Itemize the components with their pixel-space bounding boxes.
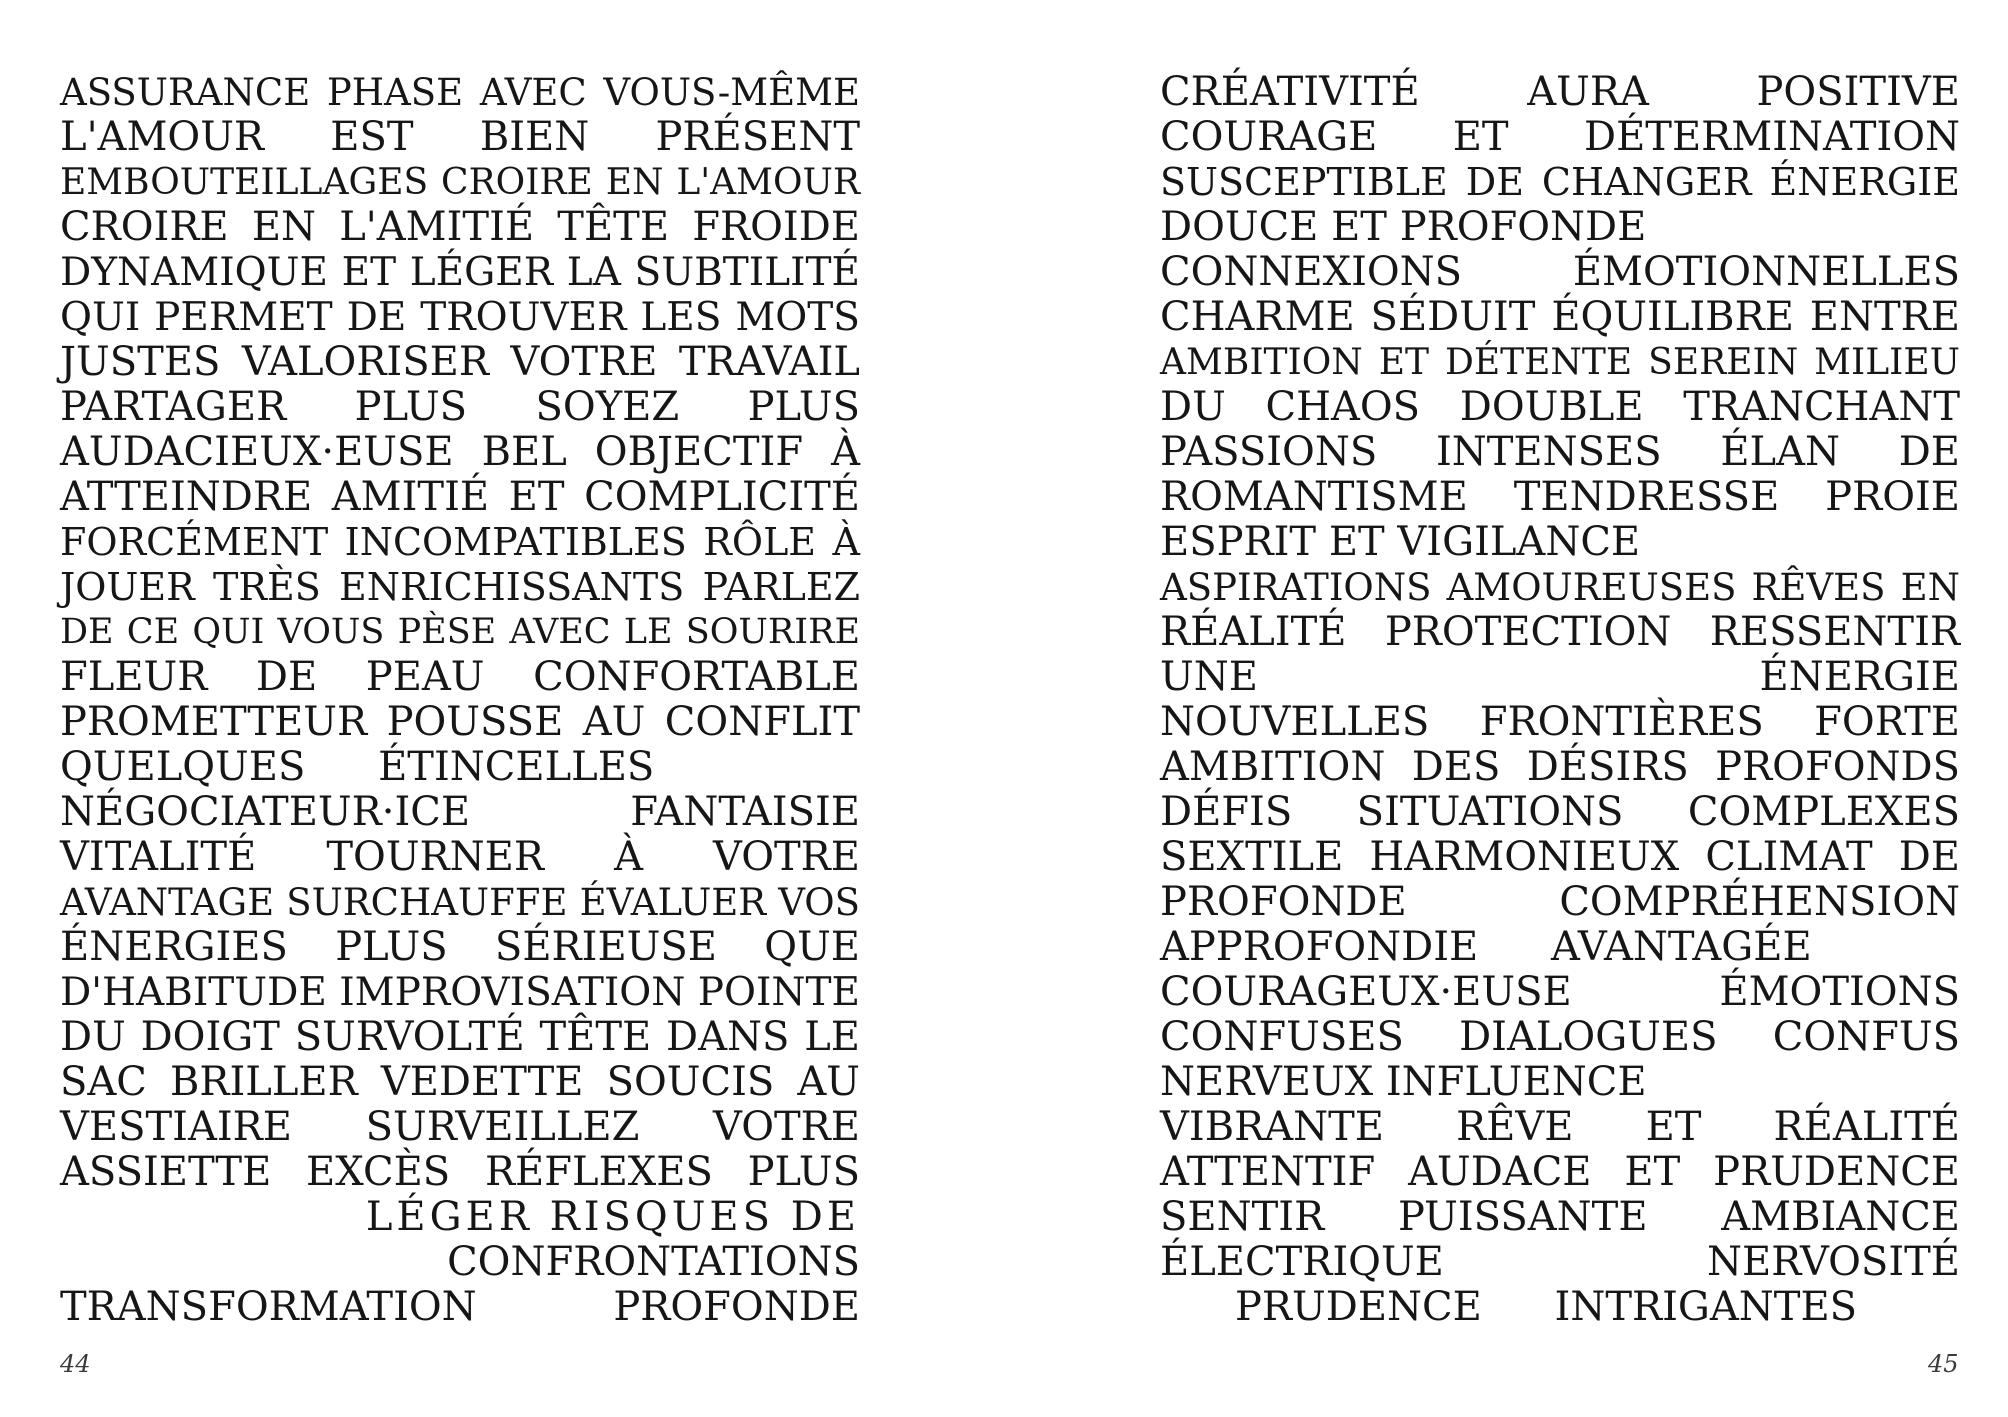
text-line: QUELQUES ÉTINCELLES — [60, 744, 655, 790]
text-line: PROFONDE COMPRÉHENSION — [1160, 879, 1960, 925]
text-line: CONNEXIONS ÉMOTIONNELLES — [1160, 249, 1960, 295]
text-line: ASPIRATIONS AMOUREUSES RÊVES EN — [1160, 566, 1960, 609]
text-line: CHARME SÉDUIT ÉQUILIBRE ENTRE — [1160, 294, 1960, 340]
text-line: VESTIAIRE SURVEILLEZ VOTRE — [60, 1104, 860, 1150]
text-line: SAC BRILLER VEDETTE SOUCIS AU — [60, 1059, 860, 1105]
text-line: DOUCE ET PROFONDE — [1160, 204, 1647, 250]
text-line: CONFRONTATIONS — [447, 1239, 860, 1285]
text-line: PARTAGER PLUS SOYEZ PLUS — [60, 384, 860, 430]
text-line: UNE ÉNERGIE — [1160, 654, 1960, 700]
page-number-right: 45 — [1928, 1350, 1959, 1378]
text-line: ATTEINDRE AMITIÉ ET COMPLICITÉ — [60, 474, 860, 520]
text-line: COURAGE ET DÉTERMINATION — [1160, 114, 1960, 160]
text-line: APPROFONDIE AVANTAGÉE — [1160, 924, 1812, 970]
text-line: ESPRIT ET VIGILANCE — [1160, 519, 1641, 565]
text-line: LÉGER RISQUES DE — [365, 1194, 860, 1240]
text-line: SENTIR PUISSANTE AMBIANCE — [1160, 1194, 1960, 1240]
left-page-text-block — [60, 70, 860, 1330]
text-line: VITALITÉ TOURNER À VOTRE — [60, 834, 860, 880]
text-line: FLEUR DE PEAU CONFORTABLE — [60, 654, 860, 700]
right-page-text-block — [1160, 70, 1960, 1330]
text-line: ÉNERGIES PLUS SÉRIEUSE QUE — [60, 924, 860, 970]
text-line: AVANTAGE SURCHAUFFE ÉVALUER VOS — [60, 881, 860, 924]
text-line: D'HABITUDE IMPROVISATION POINTE — [60, 970, 860, 1015]
text-line: ASSURANCE PHASE AVEC VOUS-MÊME — [60, 71, 860, 114]
text-line: CRÉATIVITÉ AURA POSITIVE — [1160, 69, 1960, 115]
text-line: NERVEUX INFLUENCE — [1160, 1059, 1647, 1105]
text-line: PROMETTEUR POUSSE AU CONFLIT — [60, 699, 860, 745]
text-line: TRANSFORMATION PROFONDE — [60, 1284, 860, 1330]
text-line: CONFUSES DIALOGUES CONFUS — [1160, 1014, 1960, 1060]
text-line: EMBOUTEILLAGES CROIRE EN L'AMOUR — [60, 162, 860, 203]
text-line: NOUVELLES FRONTIÈRES FORTE — [1160, 699, 1960, 745]
text-line: DU DOIGT SURVOLTÉ TÊTE DANS LE — [60, 1014, 860, 1060]
text-line: ÉLECTRIQUE NERVOSITÉ — [1160, 1239, 1960, 1285]
text-line: CROIRE EN L'AMITIÉ TÊTE FROIDE — [60, 204, 860, 250]
text-line: COURAGEUX·EUSE ÉMOTIONS — [1160, 969, 1960, 1015]
text-line: PASSIONS INTENSES ÉLAN DE — [1160, 429, 1960, 475]
text-line: ATTENTIF AUDACE ET PRUDENCE — [1160, 1149, 1960, 1195]
text-line: PRUDENCE INTRIGANTES — [1235, 1284, 1858, 1330]
text-line: AUDACIEUX·EUSE BEL OBJECTIF À — [60, 429, 860, 475]
text-line: VIBRANTE RÊVE ET RÉALITÉ — [1160, 1104, 1960, 1150]
text-line: SUSCEPTIBLE DE CHANGER ÉNERGIE — [1160, 160, 1960, 204]
text-line: FORCÉMENT INCOMPATIBLES RÔLE À — [60, 520, 860, 564]
text-line: NÉGOCIATEUR·ICE FANTAISIE — [60, 789, 860, 835]
text-line: QUI PERMET DE TROUVER LES MOTS — [60, 295, 860, 340]
page-number-left: 44 — [60, 1350, 91, 1378]
text-line: AMBITION DES DÉSIRS PROFONDS — [1160, 744, 1960, 790]
text-line: ASSIETTE EXCÈS RÉFLEXES PLUS — [60, 1149, 860, 1195]
text-line: DE CE QUI VOUS PÈSE AVEC LE SOURIRE — [60, 612, 860, 652]
text-line: ROMANTISME TENDRESSE PROIE — [1160, 474, 1960, 520]
text-line: AMBITION ET DÉTENTE SEREIN MILIEU — [1160, 342, 1960, 383]
text-line: JUSTES VALORISER VOTRE TRAVAIL — [60, 339, 860, 385]
text-line: JOUER TRÈS ENRICHISSANTS PARLEZ — [60, 565, 860, 609]
text-line: RÉALITÉ PROTECTION RESSENTIR — [1160, 609, 1960, 655]
text-line: DU CHAOS DOUBLE TRANCHANT — [1160, 384, 1960, 430]
text-line: SEXTILE HARMONIEUX CLIMAT DE — [1160, 834, 1960, 880]
text-line: DÉFIS SITUATIONS COMPLEXES — [1160, 789, 1960, 835]
text-line: L'AMOUR EST BIEN PRÉSENT — [60, 114, 860, 160]
text-line: DYNAMIQUE ET LÉGER LA SUBTILITÉ — [60, 250, 860, 295]
